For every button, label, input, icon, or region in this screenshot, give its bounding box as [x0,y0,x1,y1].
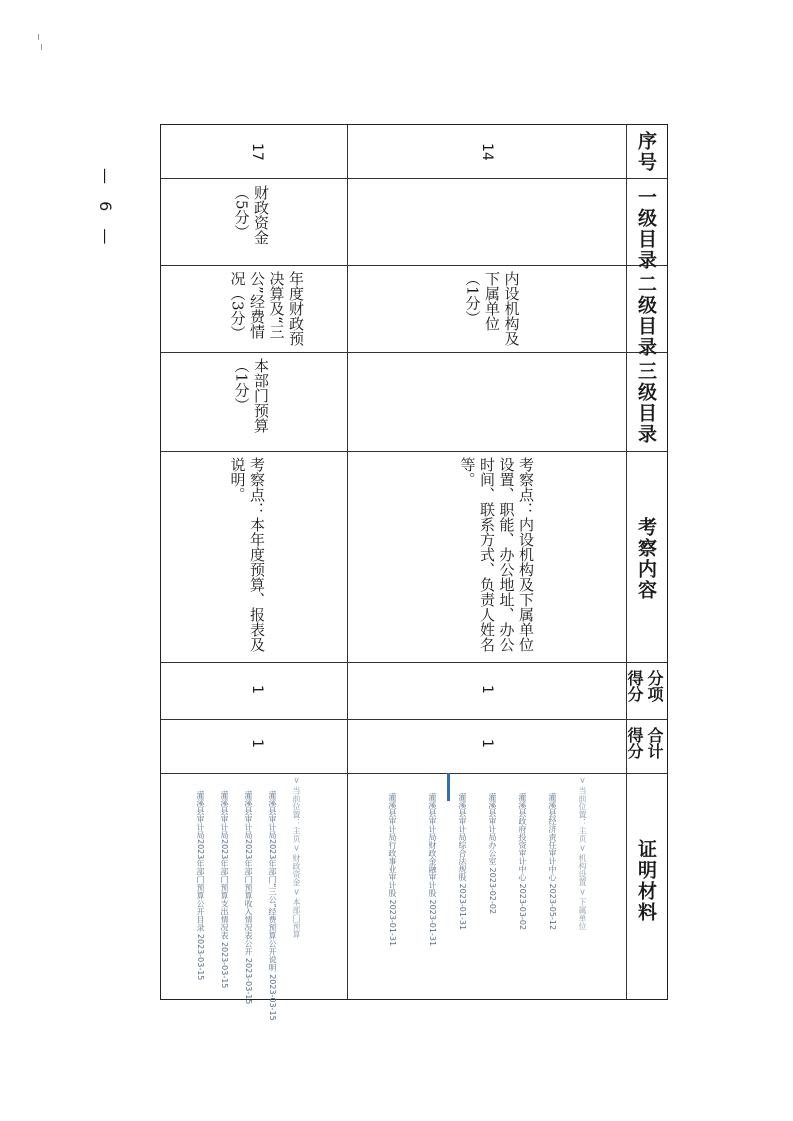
header-divider [626,125,627,999]
row-item-score: 1 [249,685,265,694]
header-evidence: 证明材料 [635,839,657,923]
header-content: 考察内容 [635,517,657,601]
field-divider [161,178,667,179]
evidence-item: 灌溪县审计局2023年部门预算支出情况表 2023-03-15 [220,791,229,989]
field-divider [161,773,667,774]
evidence-item: 灌溪县经济责任审计中心 2023-05-12 [548,793,557,931]
header-seq: 序号 [635,131,657,173]
scan-speck [41,44,42,50]
scan-speck [38,34,39,40]
evidence-item: 灌溪县审计局综合法规股 2023-01-31 [458,793,467,931]
row-level2: 年度财政预决算及“三公”经费情况（3分） [228,271,305,346]
field-divider [161,265,667,266]
evidence-item: > 当前位置：主页 > 财政资金 > 本部门预算 [292,777,301,938]
header-total-score: 合计得分 [625,727,664,759]
field-divider [161,352,667,353]
header-item-score: 分项得分 [625,670,664,702]
evidence-item: 灌溪县审计局2023年部门预算公开目录 2023-03-15 [196,791,205,981]
row-seq: 14 [479,143,495,161]
row-level3: 本部门预算（1分） [232,358,270,433]
evidence-item: 灌溪县审计局办公室 2023-02-02 [488,793,497,915]
row-total-score: 1 [249,739,265,748]
header-level3: 三级目录 [635,361,657,445]
row-total-score: 1 [479,739,495,748]
header-level2: 二级目录 [635,274,657,358]
row-divider [347,125,348,999]
field-divider [161,719,667,720]
header-level1: 一级目录 [635,187,657,271]
highlight-mark [447,773,450,801]
row-item-score: 1 [479,685,495,694]
evidence-item: 灌溪县审计局2023年部门预算收入情况表公开 2023-03-15 [244,791,253,1005]
evidence-item: 灌溪县审计局行政事业审计股 2023-01-31 [388,793,397,947]
evidence-item: 灌溪县审计局财政金融审计股 2023-01-31 [428,793,437,947]
evidence-item: 灌溪县审计局2023年部门“三公”经费预算公开说明 2023-03-15 [268,791,277,1021]
row-level1: 财政资金（5分） [232,185,270,245]
evidence-item: 灌溪县政府投资审计中心 2023-03-02 [518,793,527,931]
page-number: — 6 — [96,168,115,251]
row-content: 考察点：本年度预算、报表及说明。 [228,457,266,652]
evidence-item: > 当前位置：主页 > 机构设置 > 下属单位 [578,777,587,930]
indicator-table [160,124,668,1021]
row-seq: 17 [249,143,265,161]
field-divider [161,662,667,663]
field-divider [161,451,667,452]
row-content: 考察点：内设机构及下属单位设置、职能、办公地址、办公时间、联系方式、负责人姓名等。 [458,457,535,652]
row-level2: 内设机构及下属单位（1分） [463,271,521,346]
